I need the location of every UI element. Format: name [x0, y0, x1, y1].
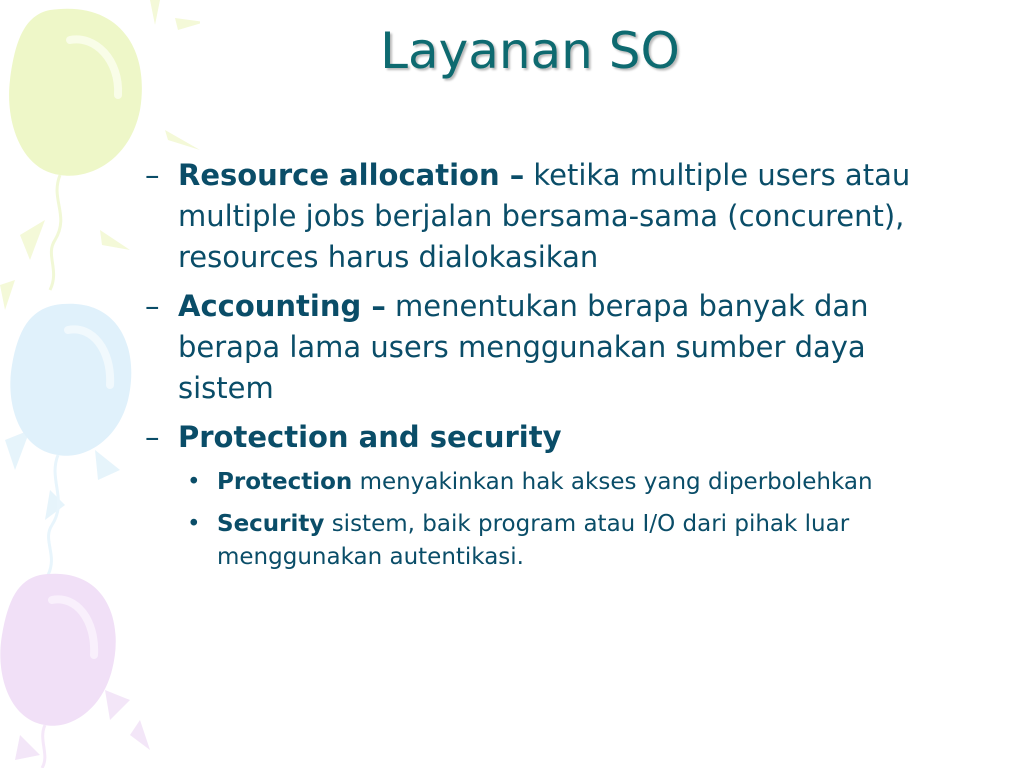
sub-item-protection — [145, 466, 945, 499]
dash-marker: – — [145, 420, 160, 454]
item-text: sistem, baik program atau I/O dari pihak luar menggunakan autentikasi. — [217, 511, 850, 570]
sub-item-security — [145, 508, 945, 574]
list-item-resource-allocation — [145, 155, 945, 278]
item-text: menyakinkan hak akses yang diperbolehkan — [352, 469, 873, 495]
item-term: Accounting – — [178, 289, 386, 323]
item-term: Protection and security — [178, 420, 562, 454]
bullet-marker: • — [187, 469, 201, 495]
item-term: Protection — [217, 469, 353, 495]
bullet-marker: • — [187, 511, 201, 537]
dash-marker: – — [145, 289, 160, 323]
item-term: Resource allocation – — [178, 158, 525, 192]
item-term: Security — [217, 511, 325, 537]
list-item-accounting — [145, 286, 945, 409]
item-text: menentukan berapa banyak dan berapa lama users menggunakan sumber daya sistem — [178, 289, 869, 405]
item-text: ketika multiple users atau multiple jobs berjalan bersama-sama (concurent), resources harus dialokasikan — [178, 158, 911, 274]
dash-marker: – — [145, 158, 160, 192]
bullet-list — [145, 155, 945, 583]
sub-bullet-list — [145, 466, 945, 574]
list-item-protection-security — [145, 417, 945, 458]
slide-title: Layanan SO — [380, 22, 680, 80]
